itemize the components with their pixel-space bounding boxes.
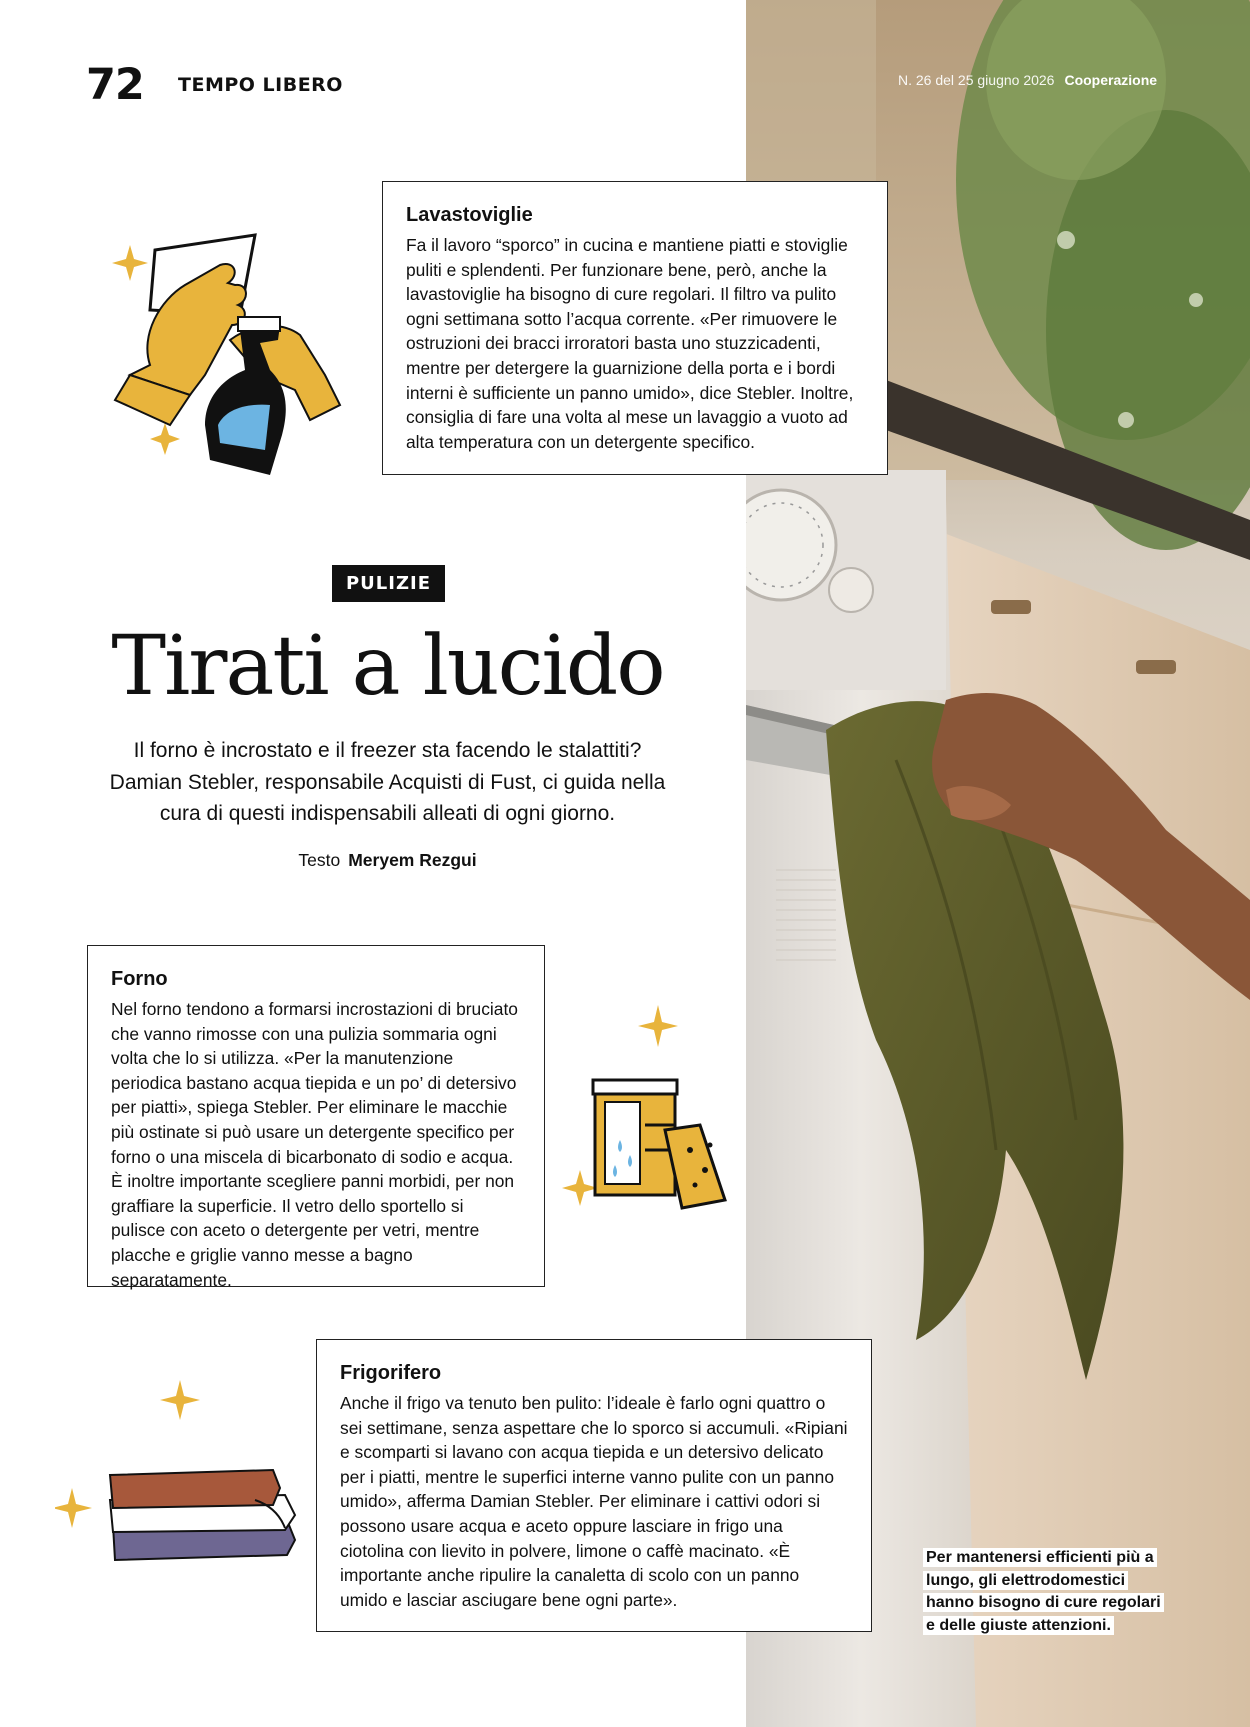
sparkle-icon — [562, 1170, 598, 1206]
issue-info — [898, 72, 1157, 88]
byline-label: Testo — [298, 850, 341, 870]
oven-heading: Forno — [111, 968, 168, 990]
dishwasher-heading: Lavastoviglie — [406, 204, 533, 226]
photo-caption-text: Per mantenersi efficienti più a lungo, gli elettrodomestici hanno bisogno di cure regolari e delle giuste attenzioni. — [923, 1548, 1164, 1635]
article-lead: Il forno è incrostato e il freezer sta facendo le stalattiti? Damian Stebler, responsabile Acquisti di Fust, ci guida nella cura di questi indispensabili alleati di ogni giorno. — [109, 739, 666, 825]
fridge-box — [316, 1339, 872, 1632]
dishwasher-box — [382, 181, 888, 475]
issue-date: N. 26 del 25 giugno 2026 — [898, 72, 1055, 88]
byline — [120, 850, 655, 871]
folded-towels-illustration — [55, 1380, 305, 1570]
oven-text: Nel forno tendono a formarsi incrostazioni di bruciato che vanno rimosse con una pulizia sommaria ogni volta che lo si utilizza. «Per la manutenzione periodica bastano acqua tiepida e un po’ di detersivo per piatti», spiega Stebler. Per eliminare le macchie più ostinate si può usare un detergente specifico per forno o una miscela di bicarbonato di sodio e acqua. È inoltre importante scegliere panni morbidi, per non graffiare la superficie. Il vetro dello sportello si pulisce con aceto o detergente per vetri, mentre placche e griglie vanno messe a bagno separatamente. — [111, 999, 518, 1290]
oven-sponge-illustration — [560, 1000, 740, 1220]
sparkle-icon — [160, 1380, 200, 1420]
fridge-heading: Frigorifero — [340, 1362, 442, 1384]
article-title: Tirati a lucido — [111, 619, 664, 714]
sparkle-icon — [638, 1005, 678, 1047]
category-tag: PULIZIE — [332, 565, 445, 602]
fridge-text: Anche il frigo va tenuto ben pulito: l’ideale è farlo ogni quattro o sei settimane, senza aspettare che lo sporco si accumuli. «Ripiani e scomparti si lavano con acqua tiepida e un detersivo delicato per i piatti, mentre le superfici interne vanno pulite con un panno umido», afferma Damian Stebler. Per eliminare i cattivi odori si possono usare acqua e aceto oppure lasciare in frigo una ciotolina con lievito in polvere, limone o caffè macinato. «È importante anche ripulire la canaletta di scolo con un panno umido e lasciar asciugare bene ogni parte». — [340, 1393, 848, 1610]
sparkle-icon — [112, 245, 148, 281]
dishwasher-text: Fa il lavoro “sporco” in cucina e mantiene piatti e stoviglie puliti e splendenti. Per funzionare bene, però, anche la lavastoviglie ha bisogno di cure regolari. Il filtro va pulito ogni settimana sotto l’acqua corrente. «Per rimuovere le ostruzioni dei bracci irroratori basta uno stuzzicadenti, mentre per detergere la guarnizione della porta e i bordi interni è sufficiente un panno umido», dice Stebler. Inoltre, consiglia di fare una volta al mese un lavaggio a vuoto ad alta temperatura con un detergente specifico. — [406, 235, 854, 452]
oven-box — [87, 945, 545, 1290]
page-number: 72 — [86, 60, 144, 110]
section-name: TEMPO LIBERO — [178, 74, 343, 96]
sparkle-icon — [55, 1488, 92, 1528]
author-name: Meryem Rezgui — [348, 850, 477, 870]
magazine-name: Cooperazione — [1064, 72, 1158, 88]
glove-spray-illustration — [110, 225, 360, 485]
photo-caption — [923, 1547, 1163, 1637]
sparkle-icon — [150, 423, 180, 455]
